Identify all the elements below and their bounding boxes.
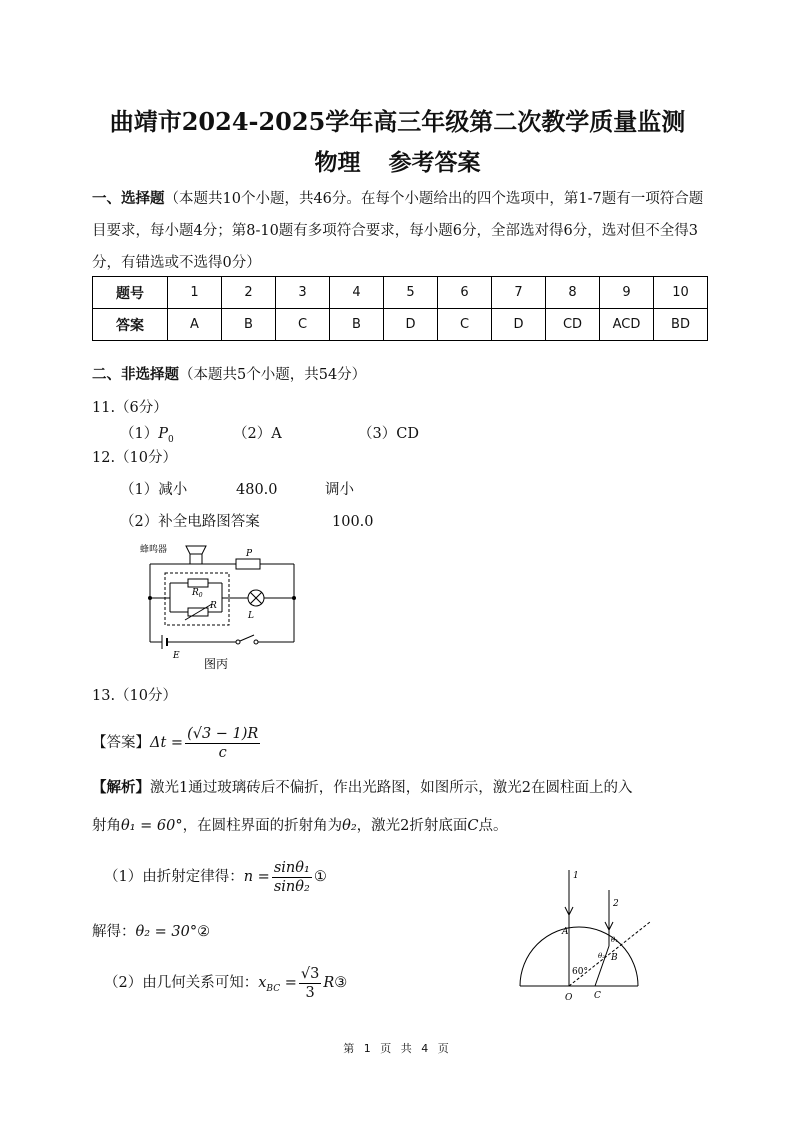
angle-label: 60°	[572, 967, 588, 977]
answer-fraction: $\frac{(√3 - 1)R}{c}$	[187, 725, 259, 761]
table-cell: CD	[546, 309, 600, 341]
table-cell: A	[168, 309, 222, 341]
table-cell: 2	[222, 277, 276, 309]
table-cell: ACD	[600, 309, 654, 341]
table-cell: BD	[654, 309, 708, 341]
q11-answer-3: （3）CD	[358, 426, 419, 442]
figure-caption: 图丙	[204, 657, 229, 671]
battery-label: E	[173, 651, 180, 661]
optics-diagram	[510, 862, 670, 1007]
table-cell: 10	[654, 277, 708, 309]
page-subtitle	[0, 144, 795, 177]
section1-label: 一、选择题	[92, 190, 165, 207]
step3-fraction: $\frac{√3}{3}$	[300, 965, 320, 1001]
ray-1-label: 1	[573, 871, 579, 881]
q13-step1: （1）由折射定律得：n = $\frac{\text{sinθ₁}}{\text{sinθ₂}}$ ①	[104, 859, 327, 895]
table-header-number: 题号	[93, 277, 168, 309]
point-c-label: C	[594, 991, 601, 1001]
table-cell: B	[330, 309, 384, 341]
semicircle-glass	[520, 927, 638, 986]
step1-fraction: $\frac{\text{sinθ₁}}{\text{sinθ₂}}$	[273, 859, 310, 895]
table-cell: 9	[600, 277, 654, 309]
switch-icon	[236, 640, 240, 644]
q13-answer: 【答案】Δt = $\frac{(√3 - 1)R}{c}$	[92, 725, 259, 761]
answer-key-label: 参考答案	[388, 149, 481, 176]
q12-answer-1-extra: 调小	[325, 482, 354, 498]
table-header-answer: 答案	[93, 309, 168, 341]
table-cell: C	[276, 309, 330, 341]
q13-step2: 解得：θ₂ = 30°②	[92, 924, 211, 940]
table-cell: 6	[438, 277, 492, 309]
q11-answer-1: $(1)P_0$	[120, 426, 174, 445]
table-cell: C	[438, 309, 492, 341]
q11-answer-2: （2）A	[233, 426, 282, 442]
table-cell: 7	[492, 277, 546, 309]
resistor-p-icon	[236, 559, 260, 569]
table-cell: 5	[384, 277, 438, 309]
table-cell: D	[492, 309, 546, 341]
q12-answer-2: （2）补全电路图答案	[120, 514, 260, 530]
q13-heading: 13.（10分）	[92, 688, 178, 704]
resistor-r0-label: $R_0$	[192, 588, 203, 599]
table-cell: 3	[276, 277, 330, 309]
q11-heading: 11.（6分）	[92, 400, 168, 416]
buzzer-label: 蜂鸣器	[140, 545, 168, 555]
section1-desc: （本题共10个小题，共46分。在每个小题给出的四个选项中，第1-7题有一项符合题目要求，每小题4分；第8-10题有多项符合要求，每小题6分，全部选对得6分，选对但不全得3分，有错选或不选得0分）	[92, 191, 704, 271]
table-cell: B	[222, 309, 276, 341]
page-title: 曲靖市2024-2025学年高三年级第二次教学质量监测	[109, 107, 686, 136]
section2-desc: （本题共5个小题，共54分）	[179, 367, 367, 383]
table-row-numbers	[93, 277, 708, 309]
theta2-label: θ₂	[598, 952, 606, 960]
q12-answer-2-value: 100.0	[332, 514, 374, 530]
subject-label: 物理	[314, 149, 361, 176]
point-o-label: O	[565, 993, 573, 1003]
point-a-label: A	[562, 927, 569, 937]
answer-table	[92, 276, 708, 341]
q12-heading: 12.（10分）	[92, 450, 178, 466]
q13-analysis-line1: 【解析】激光1通过玻璃砖后不偏折，作出光路图，如图所示，激光2在圆柱面上的入	[92, 779, 633, 796]
resistor-r0-icon	[188, 579, 208, 587]
lamp-label: L	[248, 611, 254, 621]
q12-answer-1: （1）减小	[120, 482, 188, 498]
page-footer: 第 1 页 共 4 页	[343, 1042, 452, 1055]
circuit-diagram	[140, 540, 310, 675]
section2-label: 二、非选择题	[92, 366, 179, 383]
table-cell: 1	[168, 277, 222, 309]
answer-tag: 【答案】	[92, 735, 150, 751]
point-b-label: B	[611, 953, 618, 963]
q13-step3: （2）由几何关系可知：$x_{BC}$ = $\frac{√3}{3}$ R③	[104, 965, 348, 1001]
q13-analysis-line2: 射角θ₁ = 60°，在圆柱界面的折射角为θ₂，激光2折射底面C点。	[92, 818, 508, 834]
q12-answer-1-value: 480.0	[236, 482, 278, 498]
section2-heading	[92, 365, 366, 385]
buzzer-icon	[190, 554, 202, 564]
table-cell: D	[384, 309, 438, 341]
table-cell: 4	[330, 277, 384, 309]
table-cell: 8	[546, 277, 600, 309]
ray-2-label: 2	[613, 899, 619, 909]
resistor-p-label: P	[246, 549, 253, 559]
section1-instructions	[92, 183, 712, 279]
theta1-label: θ₁	[611, 936, 619, 944]
resistor-r-label: R	[210, 601, 217, 611]
analysis-tag: 【解析】	[92, 779, 150, 796]
table-row-answers	[93, 309, 708, 341]
